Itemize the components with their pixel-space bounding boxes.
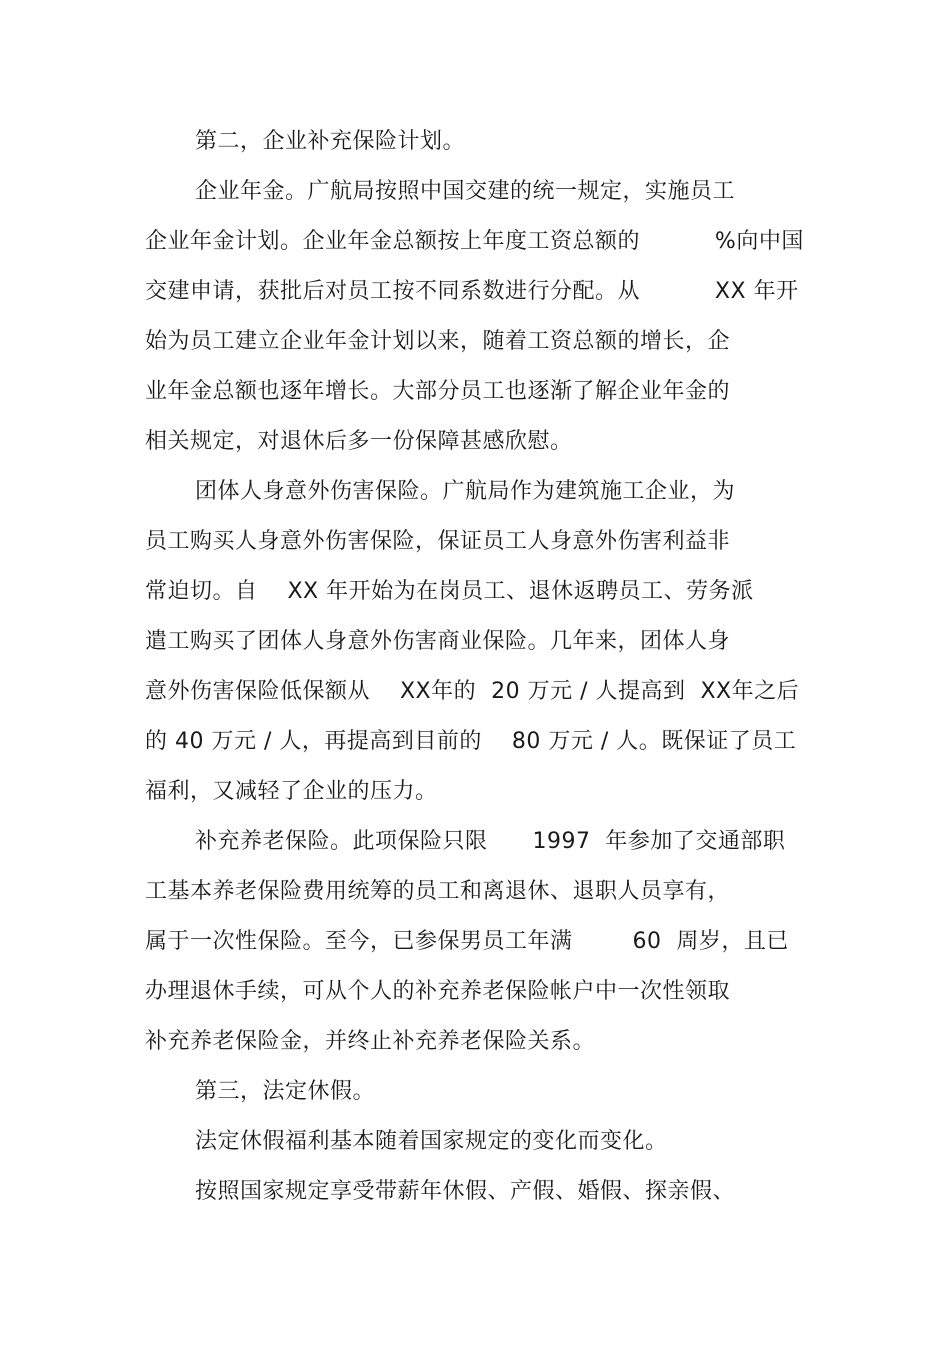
paragraph-heading-second: 第二，企业补充保险计划。 [195,129,466,154]
paragraph-line: 办理退休手续，可从个人的补充养老保险帐户中一次性领取 [145,979,731,1004]
paragraph-line: 始为员工建立企业年金计划以来，随着工资总额的增长，企 [145,329,731,354]
paragraph-line: 福利，又减轻了企业的压力。 [145,779,438,804]
paragraph-line: 交建申请，获批后对员工按不同系数进行分配。从 XX 年开 [145,279,799,304]
paragraph-line: 补充养老保险。此项保险只限 1997 年参加了交通部职 [195,829,786,854]
paragraph-line: 员工购买人身意外伤害保险，保证员工人身意外伤害利益非 [145,529,731,554]
paragraph-line: 的 40 万元 / 人，再提高到目前的 80 万元 / 人。既保证了员工 [145,729,797,754]
paragraph-line: 业年金总额也逐年增长。大部分员工也逐渐了解企业年金的 [145,379,731,404]
paragraph-line: 补充养老保险金，并终止补充养老保险关系。 [145,1029,596,1054]
paragraph-line: 团体人身意外伤害保险。广航局作为建筑施工企业，为 [195,479,736,504]
paragraph-line: 企业年金。广航局按照中国交建的统一规定，实施员工 [195,179,736,204]
paragraph-line: 工基本养老保险费用统筹的员工和离退休、退职人员享有， [145,879,731,904]
paragraph-line: 相关规定，对退休后多一份保障甚感欣慰。 [145,429,573,454]
paragraph-line: 企业年金计划。企业年金总额按上年度工资总额的 %向中国 [145,229,804,254]
paragraph-heading-third: 第三，法定休假。 [195,1079,376,1104]
paragraph-line: 意外伤害保险低保额从 XX年的 20 万元 / 人提高到 XX年之后 [145,679,800,704]
paragraph-line: 按照国家规定享受带薪年休假、产假、婚假、探亲假、 [195,1179,736,1204]
paragraph-line: 法定休假福利基本随着国家规定的变化而变化。 [195,1129,668,1154]
paragraph-line: 属于一次性保险。至今，已参保男员工年满 60 周岁，且已 [145,929,789,954]
paragraph-line: 常迫切。自 XX 年开始为在岗员工、退休返聘员工、劳务派 [145,579,754,604]
paragraph-line: 遣工购买了团体人身意外伤害商业保险。几年来，团体人身 [145,629,731,654]
